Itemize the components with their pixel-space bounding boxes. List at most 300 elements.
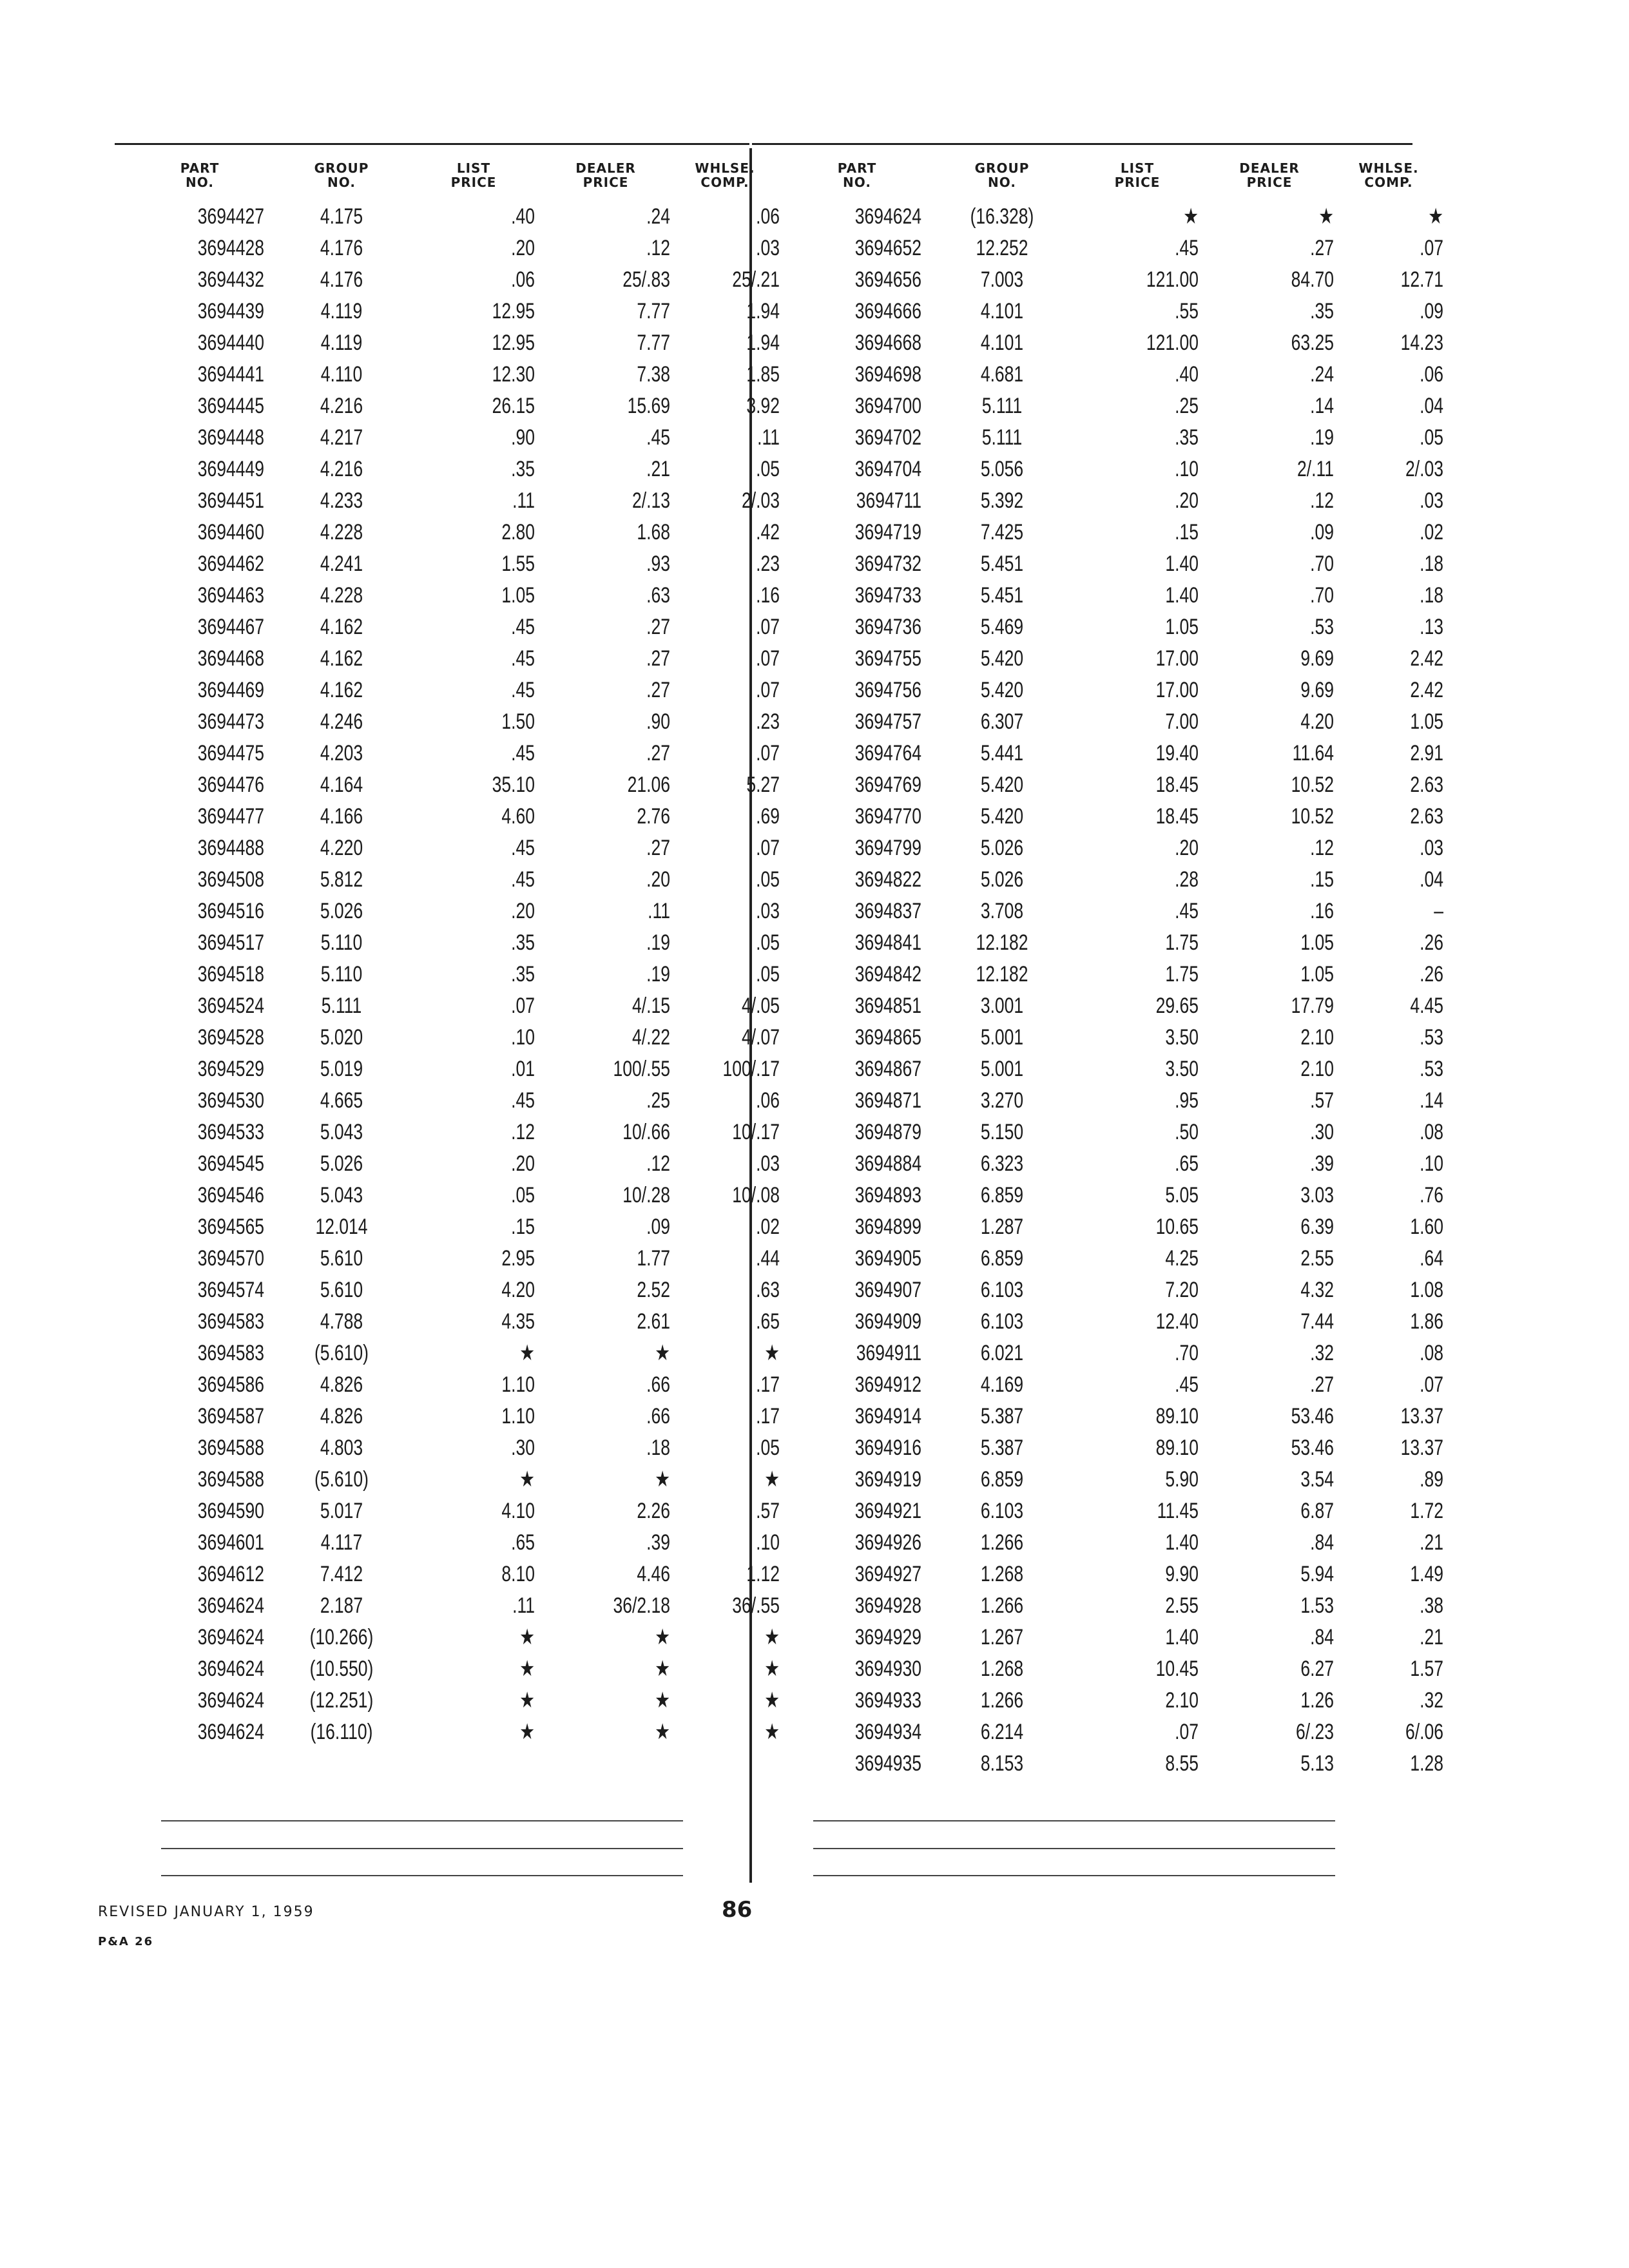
table-row xyxy=(135,832,780,864)
list-price: 2.80 xyxy=(501,520,535,544)
dealer-price: .30 xyxy=(1310,1120,1334,1144)
part-number: 3694842 xyxy=(854,962,921,986)
list-price: 121.00 xyxy=(1146,331,1199,355)
wholesale-comp: .57 xyxy=(756,1499,780,1523)
part-number: 3694656 xyxy=(854,267,921,292)
table-row xyxy=(135,1432,780,1464)
list-price: ★ xyxy=(519,1341,535,1365)
wholesale-comp: .21 xyxy=(1420,1625,1443,1649)
group-number: (5.610) xyxy=(314,1467,369,1492)
table-row xyxy=(135,1211,780,1243)
part-number: 3694624 xyxy=(197,1657,264,1681)
list-price: .50 xyxy=(1175,1120,1199,1144)
dealer-price: 2.26 xyxy=(637,1499,670,1523)
table-row xyxy=(135,1653,780,1685)
wholesale-comp: .05 xyxy=(756,1436,780,1460)
part-number: 3694587 xyxy=(197,1404,264,1428)
group-number: 1.266 xyxy=(980,1530,1024,1555)
wholesale-comp: 2.63 xyxy=(1410,804,1443,829)
table-row xyxy=(786,1685,1443,1716)
wholesale-comp: .53 xyxy=(1420,1025,1443,1050)
part-number: 3694769 xyxy=(854,773,921,797)
part-number: 3694428 xyxy=(197,236,264,260)
wholesale-comp: 2/.03 xyxy=(1405,457,1443,481)
list-price: 10.65 xyxy=(1155,1215,1199,1239)
list-price: 7.20 xyxy=(1165,1278,1199,1302)
part-number: 3694865 xyxy=(854,1025,921,1050)
wholesale-comp: .07 xyxy=(756,836,780,860)
table-row xyxy=(786,359,1443,390)
dealer-price: 6/.23 xyxy=(1296,1720,1334,1744)
part-number: 3694624 xyxy=(197,1720,264,1744)
table-row xyxy=(135,517,780,548)
wholesale-comp: 3.92 xyxy=(746,394,780,418)
group-number: 12.014 xyxy=(315,1215,368,1239)
group-no-header-line: GROUP xyxy=(974,160,1030,176)
dealer-price: .39 xyxy=(646,1530,670,1555)
group-number: 6.307 xyxy=(980,709,1024,734)
part-number: 3694736 xyxy=(854,615,921,639)
group-number: 5.451 xyxy=(980,583,1024,608)
list-price: .20 xyxy=(1175,836,1199,860)
part-number: 3694586 xyxy=(197,1372,264,1397)
list-price: .15 xyxy=(1175,520,1199,544)
wholesale-comp: 13.37 xyxy=(1400,1436,1443,1460)
group-number: 4.162 xyxy=(320,678,363,702)
list-price: .45 xyxy=(1175,1372,1199,1397)
list-price: .45 xyxy=(511,741,535,765)
dealer-price: .12 xyxy=(646,236,670,260)
part-number: 3694822 xyxy=(854,867,921,892)
group-number: 1.267 xyxy=(980,1625,1024,1649)
table-row xyxy=(786,832,1443,864)
group-number: 5.056 xyxy=(980,457,1024,481)
dealer-price-header-line: PRICE xyxy=(583,175,629,190)
group-number: 6.103 xyxy=(980,1278,1024,1302)
table-row xyxy=(786,454,1443,485)
wholesale-comp: .02 xyxy=(756,1215,780,1239)
table-row xyxy=(786,1401,1443,1432)
table-row xyxy=(786,1716,1443,1748)
table-row xyxy=(135,959,780,990)
part-number: 3694668 xyxy=(854,331,921,355)
part-number: 3694919 xyxy=(854,1467,921,1492)
wholesale-comp: ★ xyxy=(764,1341,780,1365)
list-price: .45 xyxy=(1175,899,1199,923)
group-number: 4.101 xyxy=(980,331,1024,355)
wholesale-comp: .14 xyxy=(1420,1088,1443,1113)
table-row xyxy=(786,1622,1443,1653)
part-number: 3694612 xyxy=(197,1562,264,1586)
list-price: .07 xyxy=(1175,1720,1199,1744)
wholesale-comp: .26 xyxy=(1420,962,1443,986)
part-number: 3694448 xyxy=(197,425,264,450)
wholesale-comp: 1.86 xyxy=(1410,1309,1443,1334)
dealer-price: 5.13 xyxy=(1300,1751,1334,1776)
wholesale-comp: .05 xyxy=(756,457,780,481)
list-price: .45 xyxy=(511,615,535,639)
group-number: 5.043 xyxy=(320,1120,363,1144)
wholesale-comp: .32 xyxy=(1420,1688,1443,1713)
dealer-price: .27 xyxy=(646,615,670,639)
dealer-price: 6.87 xyxy=(1300,1499,1334,1523)
list-price: 18.45 xyxy=(1155,804,1199,829)
part-number: 3694928 xyxy=(854,1593,921,1618)
dealer-price: 2.10 xyxy=(1300,1025,1334,1050)
list-price: ★ xyxy=(519,1720,535,1744)
table-row xyxy=(786,959,1443,990)
part-number: 3694914 xyxy=(854,1404,921,1428)
part-number: 3694518 xyxy=(197,962,264,986)
table-row xyxy=(786,1117,1443,1148)
table-row xyxy=(135,233,780,264)
dealer-price: .20 xyxy=(646,867,670,892)
list-price: ★ xyxy=(519,1625,535,1649)
group-number: 1.266 xyxy=(980,1593,1024,1618)
table-row xyxy=(786,1527,1443,1559)
dealer-price: .27 xyxy=(646,836,670,860)
wholesale-comp: 1.85 xyxy=(746,362,780,387)
dealer-price: .24 xyxy=(646,204,670,229)
part-number: 3694700 xyxy=(854,394,921,418)
part-number: 3694719 xyxy=(854,520,921,544)
table-row xyxy=(786,1559,1443,1590)
dealer-price: 2.55 xyxy=(1300,1246,1334,1271)
group-number: 6.103 xyxy=(980,1309,1024,1334)
dealer-price: .25 xyxy=(646,1088,670,1113)
group-number: 6.323 xyxy=(980,1151,1024,1176)
group-number: 7.003 xyxy=(980,267,1024,292)
group-number: 5.610 xyxy=(320,1278,363,1302)
list-price: 12.30 xyxy=(492,362,535,387)
group-number: 5.610 xyxy=(320,1246,363,1271)
list-price: 8.55 xyxy=(1165,1751,1199,1776)
dealer-price: 7.77 xyxy=(637,299,670,323)
dealer-price: .70 xyxy=(1310,583,1334,608)
group-number: 4.228 xyxy=(320,583,363,608)
table-row xyxy=(786,422,1443,454)
part-number: 3694921 xyxy=(854,1499,921,1523)
table-row xyxy=(135,1338,780,1369)
group-number: (16.110) xyxy=(310,1720,373,1744)
part-number: 3694460 xyxy=(197,520,264,544)
list-price: .10 xyxy=(1175,457,1199,481)
part-number: 3694601 xyxy=(197,1530,264,1555)
dealer-price: .57 xyxy=(1310,1088,1334,1113)
dealer-price: 4/.22 xyxy=(632,1025,670,1050)
table-row xyxy=(135,896,780,927)
wholesale-comp: 10/.08 xyxy=(732,1183,780,1207)
list-price: .70 xyxy=(1175,1341,1199,1365)
group-number: 4.216 xyxy=(320,457,363,481)
part-number: 3694933 xyxy=(854,1688,921,1713)
list-price: .90 xyxy=(511,425,535,450)
dealer-price: ★ xyxy=(655,1688,670,1713)
wholesale-comp: 2/.03 xyxy=(742,488,780,513)
group-number: 5.387 xyxy=(980,1404,1024,1428)
group-number: 4.217 xyxy=(320,425,363,450)
wholesale-comp: .44 xyxy=(756,1246,780,1271)
list-price: 9.90 xyxy=(1165,1562,1199,1586)
table-row xyxy=(135,927,780,959)
part-number: 3694463 xyxy=(197,583,264,608)
group-number: 5.026 xyxy=(980,836,1024,860)
part-number: 3694624 xyxy=(197,1593,264,1618)
wholesale-comp: .64 xyxy=(1420,1246,1443,1271)
list-price: 29.65 xyxy=(1155,994,1199,1018)
dealer-price: 1.68 xyxy=(637,520,670,544)
list-price: .65 xyxy=(511,1530,535,1555)
list-price: 4.35 xyxy=(501,1309,535,1334)
page-number: 86 xyxy=(722,1897,753,1923)
table-row xyxy=(135,485,780,517)
dealer-price: .19 xyxy=(646,930,670,955)
dealer-price: 2/.11 xyxy=(1296,457,1334,481)
dealer-price: 4/.15 xyxy=(632,994,670,1018)
dealer-price: 10.52 xyxy=(1291,804,1334,829)
dealer-price: .19 xyxy=(1310,425,1334,450)
footer-rule xyxy=(161,1820,683,1821)
table-row xyxy=(135,1716,780,1748)
wholesale-comp: .02 xyxy=(1420,520,1443,544)
dealer-price: ★ xyxy=(655,1625,670,1649)
dealer-price: ★ xyxy=(655,1341,670,1365)
dealer-price: 2.52 xyxy=(637,1278,670,1302)
wholesale-comp: .38 xyxy=(1420,1593,1443,1618)
wholesale-comp: 2.63 xyxy=(1410,773,1443,797)
list-price-header-line: PRICE xyxy=(1114,175,1161,190)
list-price: ★ xyxy=(519,1657,535,1681)
dealer-price: 9.69 xyxy=(1300,646,1334,671)
wholesale-comp: 25/.21 xyxy=(732,267,780,292)
dealer-price: 2.76 xyxy=(637,804,670,829)
group-number: 4.826 xyxy=(320,1404,363,1428)
part-number: 3694666 xyxy=(854,299,921,323)
wholesale-comp: .07 xyxy=(756,615,780,639)
list-price: 1.75 xyxy=(1165,962,1199,986)
table-row xyxy=(786,485,1443,517)
wholesale-comp: .06 xyxy=(1420,362,1443,387)
part-number: 3694930 xyxy=(854,1657,921,1681)
part-number: 3694441 xyxy=(197,362,264,387)
part-number: 3694770 xyxy=(854,804,921,829)
dealer-price: 36/2.18 xyxy=(613,1593,670,1618)
list-price: .65 xyxy=(1175,1151,1199,1176)
top-rule-left xyxy=(115,143,749,145)
part-number: 3694851 xyxy=(854,994,921,1018)
list-price: .35 xyxy=(511,457,535,481)
table-row xyxy=(786,1369,1443,1401)
wholesale-comp: .26 xyxy=(1420,930,1443,955)
dealer-price-header xyxy=(541,161,670,189)
footer-rule xyxy=(161,1848,683,1849)
table-row xyxy=(786,927,1443,959)
wholesale-comp: – xyxy=(1434,899,1443,923)
group-number: 6.859 xyxy=(980,1246,1024,1271)
wholesale-comp: .06 xyxy=(756,1088,780,1113)
wholesale-comp: .13 xyxy=(1420,615,1443,639)
dealer-price: .24 xyxy=(1310,362,1334,387)
group-number: 5.017 xyxy=(320,1499,363,1523)
list-price: .20 xyxy=(511,1151,535,1176)
dealer-price: .39 xyxy=(1310,1151,1334,1176)
group-number: 8.153 xyxy=(980,1751,1024,1776)
list-price: .95 xyxy=(1175,1088,1199,1113)
table-row xyxy=(786,1464,1443,1495)
table-row xyxy=(786,233,1443,264)
dealer-price: 84.70 xyxy=(1291,267,1334,292)
group-number: (10.550) xyxy=(309,1657,374,1681)
wholesale-comp: .21 xyxy=(1420,1530,1443,1555)
table-row xyxy=(135,1369,780,1401)
wholesale-comp: .23 xyxy=(756,709,780,734)
group-number: 4.228 xyxy=(320,520,363,544)
wholesale-comp: 1.57 xyxy=(1410,1657,1443,1681)
table-row xyxy=(786,296,1443,327)
list-price: 1.40 xyxy=(1165,1625,1199,1649)
group-number: 12.182 xyxy=(976,930,1028,955)
list-price: .28 xyxy=(1175,867,1199,892)
dealer-price: 1.05 xyxy=(1300,962,1334,986)
part-number: 3694516 xyxy=(197,899,264,923)
table-row xyxy=(135,738,780,769)
part-number: 3694899 xyxy=(854,1215,921,1239)
wholesale-comp: 4.45 xyxy=(1410,994,1443,1018)
list-price: 26.15 xyxy=(492,394,535,418)
dealer-price: .16 xyxy=(1310,899,1334,923)
group-number: 5.420 xyxy=(980,678,1024,702)
list-price: 1.55 xyxy=(501,552,535,576)
wholesale-comp: 1.94 xyxy=(746,331,780,355)
dealer-price: .09 xyxy=(646,1215,670,1239)
list-price: .11 xyxy=(512,488,535,513)
wholesale-comp: .03 xyxy=(756,236,780,260)
table-row xyxy=(135,769,780,801)
wholesale-comp: .10 xyxy=(756,1530,780,1555)
part-number: 3694588 xyxy=(197,1436,264,1460)
group-number: 12.182 xyxy=(976,962,1028,986)
group-number: 5.043 xyxy=(320,1183,363,1207)
list-price: 17.00 xyxy=(1155,646,1199,671)
dealer-price: .66 xyxy=(646,1404,670,1428)
table-row xyxy=(786,675,1443,706)
list-price: .45 xyxy=(511,836,535,860)
part-number: 3694893 xyxy=(854,1183,921,1207)
list-price: .20 xyxy=(1175,488,1199,513)
group-number: 4.169 xyxy=(980,1372,1024,1397)
table-row xyxy=(786,769,1443,801)
list-price: 3.50 xyxy=(1165,1057,1199,1081)
dealer-price: 3.03 xyxy=(1300,1183,1334,1207)
group-number: 5.001 xyxy=(980,1025,1024,1050)
part-number: 3694462 xyxy=(197,552,264,576)
part-number: 3694934 xyxy=(854,1720,921,1744)
part-number: 3694488 xyxy=(197,836,264,860)
list-price: 1.10 xyxy=(501,1372,535,1397)
list-price: 1.05 xyxy=(501,583,535,608)
part-number: 3694764 xyxy=(854,741,921,765)
part-number: 3694911 xyxy=(856,1341,921,1365)
table-row xyxy=(786,1748,1443,1780)
dealer-price-header xyxy=(1205,161,1334,189)
wholesale-comp: .63 xyxy=(756,1278,780,1302)
group-number: 5.026 xyxy=(980,867,1024,892)
list-price: 19.40 xyxy=(1155,741,1199,765)
wholesale-comp: .07 xyxy=(1420,236,1443,260)
group-number: 4.246 xyxy=(320,709,363,734)
table-row xyxy=(786,264,1443,296)
list-price: 18.45 xyxy=(1155,773,1199,797)
wholesale-comp: 1.05 xyxy=(1410,709,1443,734)
table-row xyxy=(135,580,780,611)
wholesale-comp: .10 xyxy=(1420,1151,1443,1176)
table-row xyxy=(135,1685,780,1716)
group-number: 4.176 xyxy=(320,267,363,292)
wholesale-comp: .09 xyxy=(1420,299,1443,323)
table-row xyxy=(786,896,1443,927)
table-row xyxy=(786,517,1443,548)
dealer-price: 25/.83 xyxy=(622,267,670,292)
wholesale-comp: 1.49 xyxy=(1410,1562,1443,1586)
list-price: ★ xyxy=(519,1467,535,1492)
table-row xyxy=(786,580,1443,611)
dealer-price: 53.46 xyxy=(1291,1436,1334,1460)
dealer-price: 7.77 xyxy=(637,331,670,355)
group-number: 5.441 xyxy=(980,741,1024,765)
group-number: 5.026 xyxy=(320,899,363,923)
group-number: 1.266 xyxy=(980,1688,1024,1713)
group-number: 5.469 xyxy=(980,615,1024,639)
wholesale-comp: 10/.17 xyxy=(732,1120,780,1144)
part-number: 3694467 xyxy=(197,615,264,639)
group-number: 4.681 xyxy=(980,362,1024,387)
part-number: 3694905 xyxy=(854,1246,921,1271)
part-number: 3694476 xyxy=(197,773,264,797)
group-number: 6.214 xyxy=(980,1720,1024,1744)
group-number: 5.111 xyxy=(981,394,1023,418)
list-price: 1.40 xyxy=(1165,552,1199,576)
table-row xyxy=(786,1243,1443,1274)
list-price: 2.55 xyxy=(1165,1593,1199,1618)
table-row xyxy=(135,990,780,1022)
dealer-price: 2.10 xyxy=(1300,1057,1334,1081)
list-price: 12.95 xyxy=(492,331,535,355)
group-number: 5.812 xyxy=(320,867,363,892)
wholesale-comp: .05 xyxy=(756,867,780,892)
part-number: 3694583 xyxy=(197,1341,264,1365)
list-price: 4.20 xyxy=(501,1278,535,1302)
group-number: (12.251) xyxy=(309,1688,374,1713)
group-number: 3.270 xyxy=(980,1088,1024,1113)
list-price: 1.75 xyxy=(1165,930,1199,955)
group-number: 4.164 xyxy=(320,773,363,797)
table-row xyxy=(786,1338,1443,1369)
dealer-price: 100/.55 xyxy=(613,1057,670,1081)
part-number: 3694799 xyxy=(854,836,921,860)
group-number: (10.266) xyxy=(309,1625,374,1649)
wholesale-comp: .18 xyxy=(1420,583,1443,608)
dealer-price-header-line: PRICE xyxy=(1246,175,1293,190)
dealer-price: 7.44 xyxy=(1300,1309,1334,1334)
whlse-comp-header-line: COMP. xyxy=(700,175,749,190)
table-row xyxy=(786,801,1443,832)
wholesale-comp: 1.12 xyxy=(746,1562,780,1586)
table-row xyxy=(135,201,780,233)
wholesale-comp: .11 xyxy=(757,425,780,450)
table-row xyxy=(135,1243,780,1274)
dealer-price: .12 xyxy=(1310,836,1334,860)
table-row xyxy=(786,1180,1443,1211)
